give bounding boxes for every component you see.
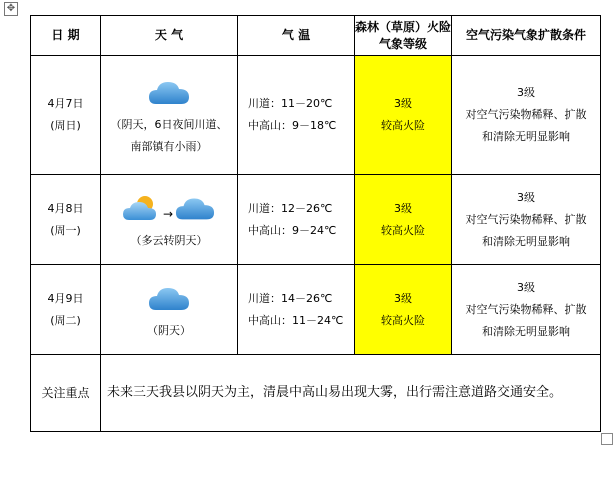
air-level: 3级 xyxy=(517,86,535,99)
weather-desc-line: （阴天） xyxy=(147,323,191,337)
date-text: 4月7日 xyxy=(47,97,84,110)
air-cell xyxy=(452,56,601,175)
weekday-text: (周一) xyxy=(50,223,81,237)
table-resize-handle[interactable] xyxy=(601,433,613,445)
fire-desc: 较高火险 xyxy=(381,313,425,327)
fire-level: 3级 xyxy=(394,291,412,305)
fire-desc: 较高火险 xyxy=(381,223,425,237)
temp-mountain: 中高山：9－24℃ xyxy=(248,223,337,237)
header-fire: 森林（草原）火险气象等级 xyxy=(355,16,452,56)
air-cell xyxy=(452,175,601,265)
weekday-text: (周二) xyxy=(50,313,81,327)
weather-cell xyxy=(101,175,238,265)
table-row xyxy=(31,265,601,355)
header-weather: 天 气 xyxy=(101,16,238,56)
air-desc-line1: 对空气污染物稀释、扩散 xyxy=(465,108,587,121)
header-date: 日 期 xyxy=(31,16,101,56)
header-temp: 气 温 xyxy=(238,16,355,56)
cloud-icon xyxy=(148,77,190,107)
air-desc-line1: 对空气污染物稀释、扩散 xyxy=(465,302,587,316)
fire-cell xyxy=(355,175,452,265)
date-text: 4月9日 xyxy=(47,291,84,305)
weather-desc-line: 南部镇有小雨） xyxy=(130,140,208,153)
table-move-handle-icon[interactable]: ✥ xyxy=(4,2,18,16)
date-cell xyxy=(31,265,101,355)
air-desc-line2: 和清除无明显影响 xyxy=(482,130,570,143)
weather-desc-line: （阴天，6日夜间川道、 xyxy=(110,118,228,131)
header-air: 空气污染气象扩散条件 xyxy=(452,16,601,56)
date-text: 4月8日 xyxy=(47,201,84,215)
air-level: 3级 xyxy=(517,280,535,294)
weather-desc-line: （多云转阴天） xyxy=(130,233,208,247)
weekday-text: (周日) xyxy=(50,119,81,132)
temp-cell xyxy=(238,175,355,265)
temp-valley: 川道：11－20℃ xyxy=(248,97,333,110)
temp-mountain: 中高山：9－18℃ xyxy=(248,119,337,132)
temp-cell xyxy=(238,56,355,175)
focus-text: 未来三天我县以阴天为主，清晨中高山易出现大雾，出行需注意道路交通安全。 xyxy=(101,355,601,432)
temp-valley: 川道：12－26℃ xyxy=(248,201,333,215)
partly-cloudy-icon xyxy=(123,193,161,223)
date-cell xyxy=(31,56,101,175)
temp-mountain: 中高山：11－24℃ xyxy=(248,313,344,327)
temp-cell xyxy=(238,265,355,355)
focus-row xyxy=(31,355,601,432)
temp-valley: 川道：14－26℃ xyxy=(248,291,333,305)
table-row xyxy=(31,56,601,175)
fire-level: 3级 xyxy=(394,201,412,215)
air-desc-line2: 和清除无明显影响 xyxy=(482,234,570,248)
air-desc-line2: 和清除无明显影响 xyxy=(482,324,570,338)
arrow-right-icon: → xyxy=(162,206,174,221)
fire-cell xyxy=(355,56,452,175)
weather-cell xyxy=(101,56,238,175)
header-row xyxy=(31,16,601,56)
air-desc-line1: 对空气污染物稀释、扩散 xyxy=(465,212,587,226)
cloud-icon xyxy=(175,193,215,223)
table-row xyxy=(31,175,601,265)
fire-cell xyxy=(355,265,452,355)
weather-cell xyxy=(101,265,238,355)
date-cell xyxy=(31,175,101,265)
fire-level: 3级 xyxy=(394,97,412,110)
air-level: 3级 xyxy=(517,190,535,204)
cloud-icon xyxy=(148,283,190,313)
focus-label: 关注重点 xyxy=(31,355,101,432)
fire-desc: 较高火险 xyxy=(381,119,425,132)
air-cell xyxy=(452,265,601,355)
forecast-table xyxy=(30,15,601,432)
